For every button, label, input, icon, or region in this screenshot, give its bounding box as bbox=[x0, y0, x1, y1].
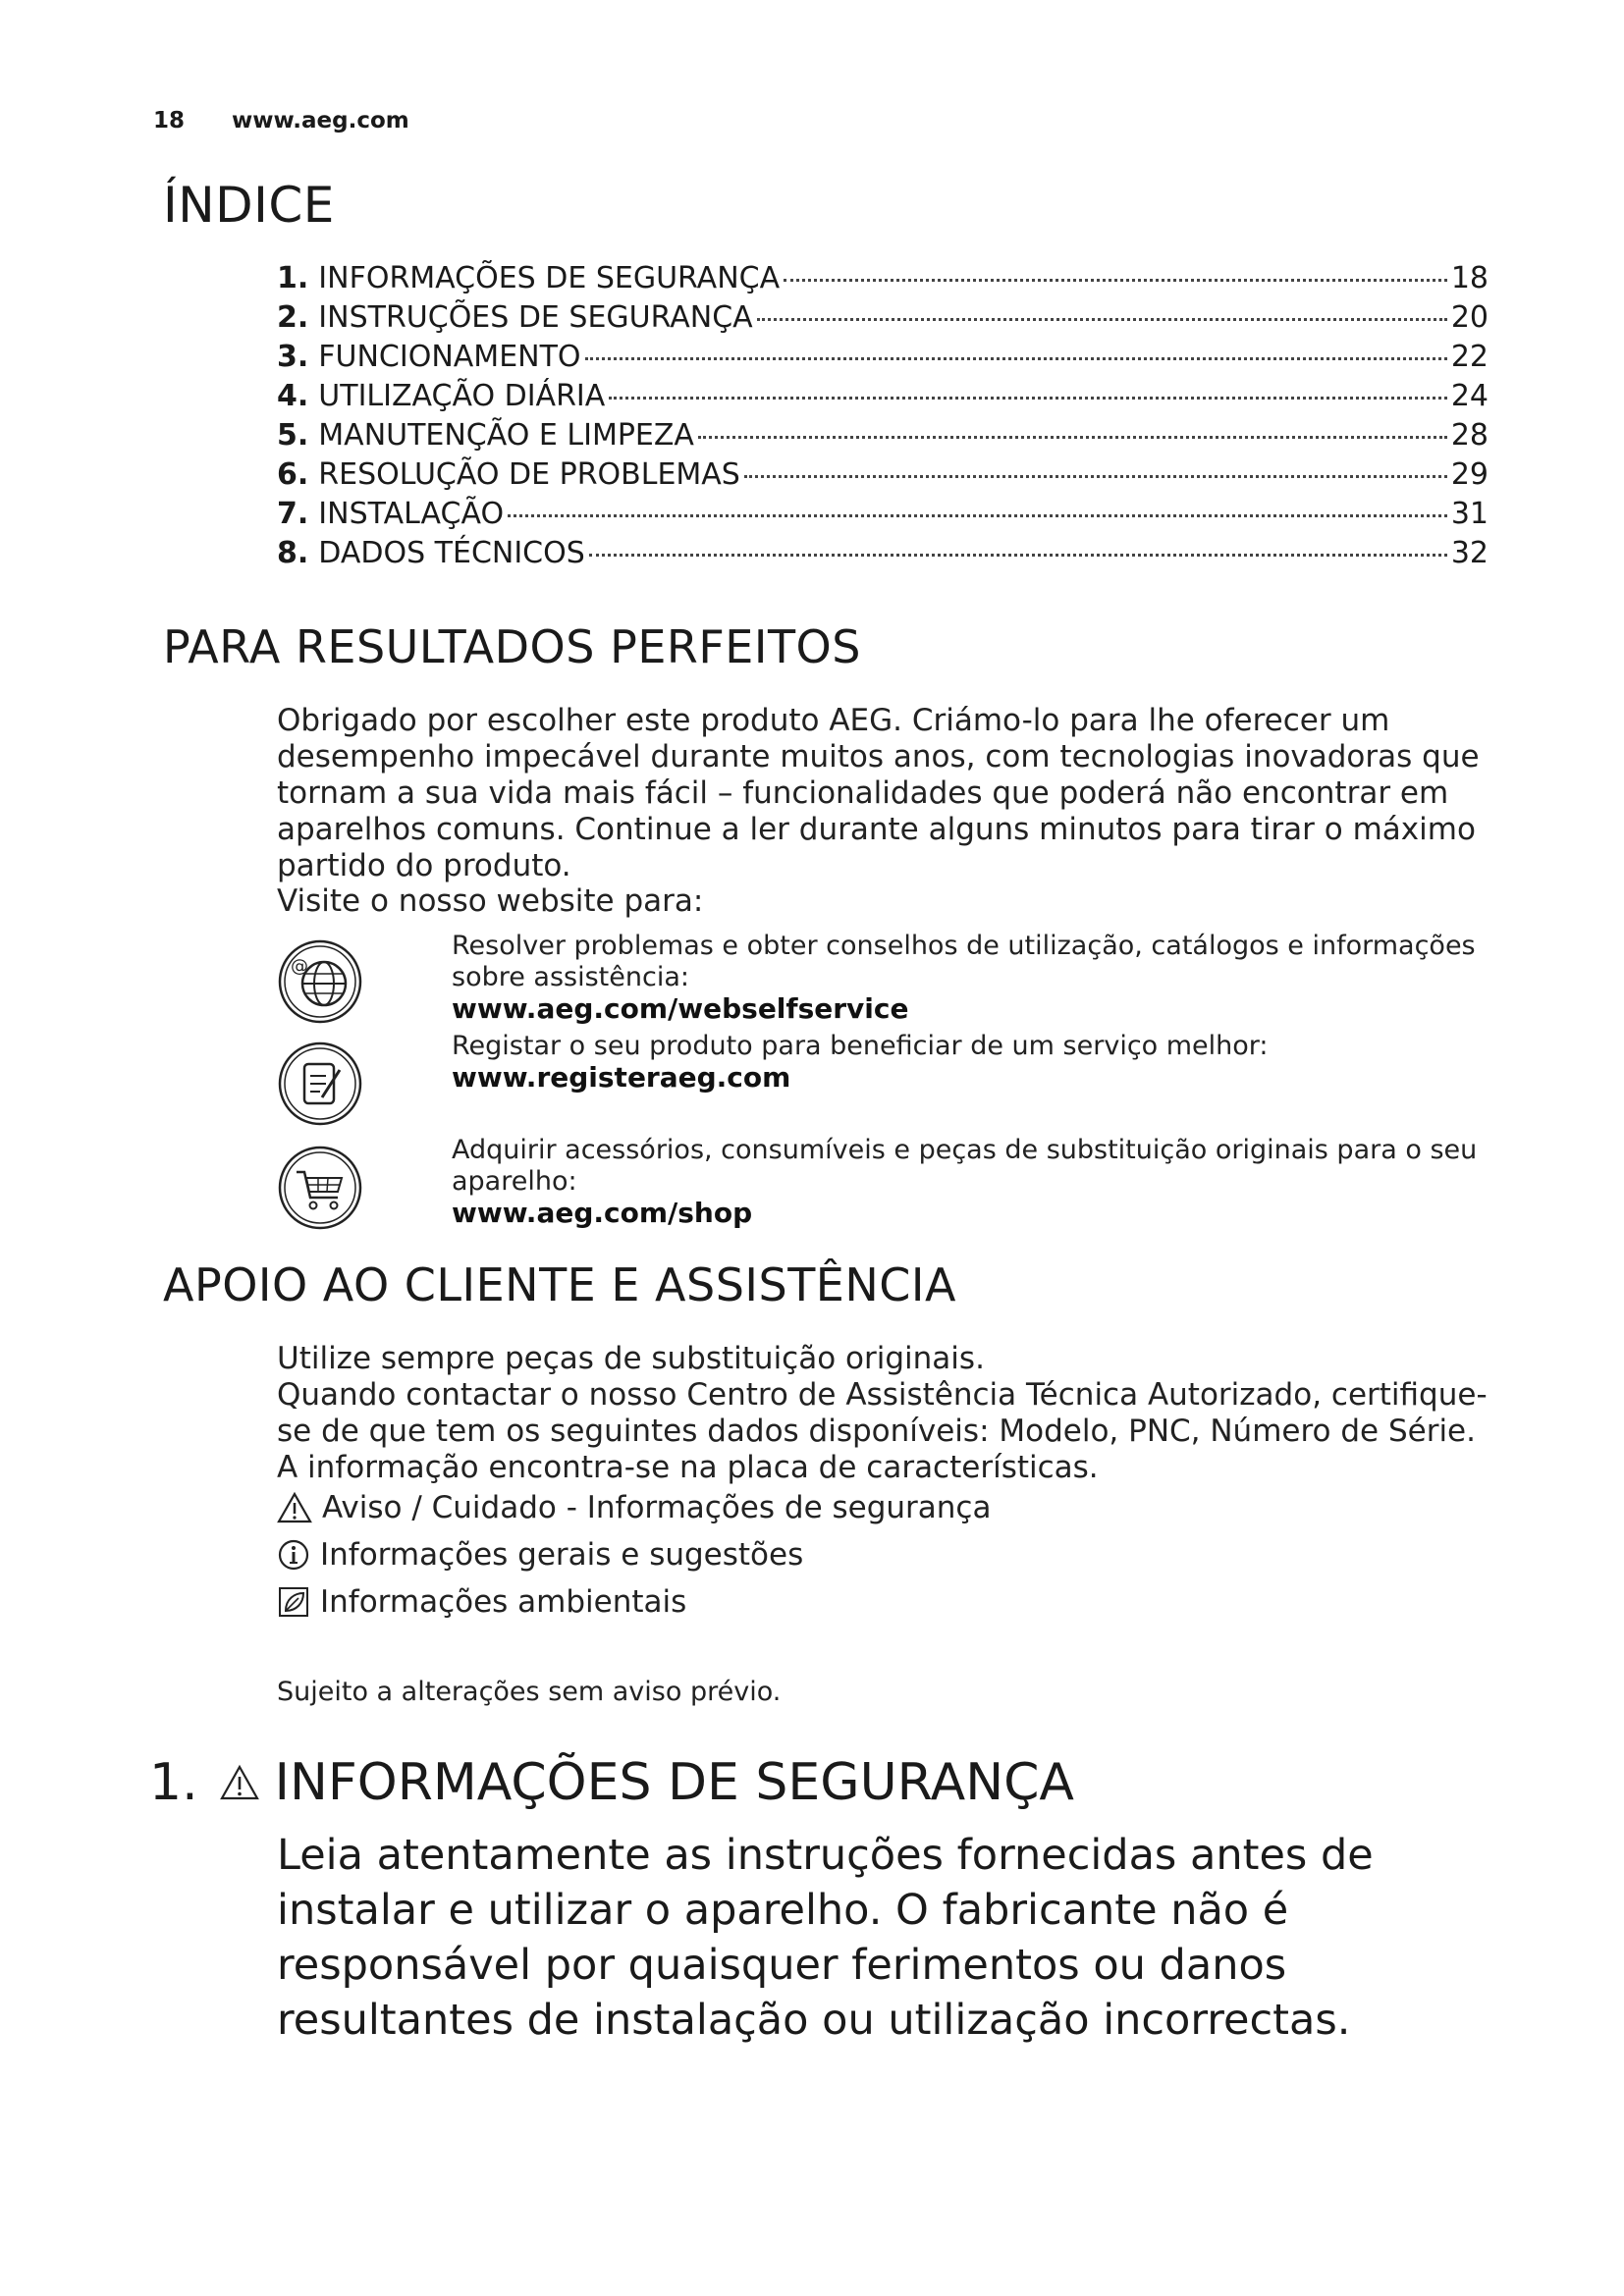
legend-info bbox=[277, 1537, 803, 1573]
toc-entry-page: 32 bbox=[1450, 536, 1489, 570]
toc-entry-title: RESOLUÇÃO DE PROBLEMAS bbox=[318, 457, 740, 492]
toc-entry-number: 5. bbox=[277, 418, 309, 453]
web-item-shop bbox=[277, 1135, 1494, 1243]
toc-entry-title: MANUTENÇÃO E LIMPEZA bbox=[318, 418, 694, 453]
intro-paragraph: Obrigado por escolher este produto AEG. Criámo-lo para lhe oferecer um desempenho impecável durante muitos anos, com tecnologias inovadoras que tornam a sua vida mais fácil – funcionalidades que poderá não encontrar em aparelhos comuns. Continue a ler durante alguns minutos para tirar o máximo partido do produto. bbox=[277, 703, 1480, 883]
support-line-2: Quando contactar o nosso Centro de Assistência Técnica Autorizado, certifique-se de que tem os seguintes dados disponíveis: Modelo, PNC, Número de Série. bbox=[277, 1377, 1488, 1449]
section-title: INFORMAÇÕES DE SEGURANÇA bbox=[274, 1753, 1075, 1812]
section-number: 1. bbox=[149, 1753, 198, 1812]
toc-leader bbox=[585, 357, 1447, 360]
web-item-text bbox=[452, 1135, 1502, 1229]
index-heading: ÍNDICE bbox=[163, 177, 335, 234]
web-item-description: Adquirir acessórios, consumíveis e peças de substituição originais para o seu aparelho: bbox=[452, 1135, 1478, 1197]
toc-entry-page: 29 bbox=[1450, 457, 1489, 492]
register-link[interactable]: www.registeraeg.com bbox=[452, 1061, 791, 1094]
shop-link[interactable]: www.aeg.com/shop bbox=[452, 1197, 753, 1229]
toc-entry-page: 22 bbox=[1450, 340, 1489, 374]
legend-info-text: Informações gerais e sugestões bbox=[320, 1537, 804, 1573]
toc-entry-title: UTILIZAÇÃO DIÁRIA bbox=[318, 379, 606, 413]
support-line-3: A informação encontra-se na placa de características. bbox=[277, 1450, 1099, 1485]
web-item-text bbox=[452, 931, 1502, 1025]
support-text bbox=[277, 1341, 1494, 1486]
webselfservice-link[interactable]: www.aeg.com/webselfservice bbox=[452, 992, 909, 1025]
web-item-description: Resolver problemas e obter conselhos de utilização, catálogos e informações sobre assistência: bbox=[452, 931, 1476, 992]
legend-warning-text: Aviso / Cuidado - Informações de segurança bbox=[322, 1490, 992, 1525]
toc-entry-title: INFORMAÇÕES DE SEGURANÇA bbox=[318, 261, 781, 295]
toc-entry[interactable] bbox=[277, 340, 1489, 379]
toc-entry-page: 28 bbox=[1450, 418, 1489, 453]
toc-entry[interactable] bbox=[277, 536, 1489, 575]
toc-entry-title: INSTRUÇÕES DE SEGURANÇA bbox=[318, 300, 753, 335]
legend-environment bbox=[277, 1584, 686, 1620]
globe-icon bbox=[277, 938, 363, 1025]
toc-entry[interactable] bbox=[277, 457, 1489, 497]
toc-leader bbox=[744, 475, 1447, 478]
web-item-description: Registar o seu produto para beneficiar de um serviço melhor: bbox=[452, 1031, 1269, 1061]
toc-entry-number: 8. bbox=[277, 536, 309, 570]
toc-leader bbox=[609, 397, 1447, 400]
legend-environment-text: Informações ambientais bbox=[320, 1584, 687, 1620]
web-item-register bbox=[277, 1031, 1494, 1139]
warning-icon bbox=[220, 1764, 259, 1801]
toc-entry-page: 18 bbox=[1450, 261, 1489, 295]
subject-to-change-note: Sujeito a alterações sem aviso prévio. bbox=[277, 1677, 782, 1707]
svg-text:@: @ bbox=[291, 956, 308, 977]
web-item-support bbox=[277, 931, 1494, 1039]
section-1-heading bbox=[149, 1753, 1074, 1812]
web-item-text bbox=[452, 1031, 1502, 1094]
toc-entry[interactable] bbox=[277, 418, 1489, 457]
perfect-results-heading: PARA RESULTADOS PERFEITOS bbox=[163, 620, 861, 673]
toc-entry-number: 4. bbox=[277, 379, 309, 413]
toc-leader bbox=[757, 318, 1447, 321]
page-number: 18 bbox=[153, 108, 186, 133]
toc-entry-page: 20 bbox=[1450, 300, 1489, 335]
toc-entry-number: 2. bbox=[277, 300, 309, 335]
toc-leader bbox=[508, 514, 1447, 517]
toc-entry-title: DADOS TÉCNICOS bbox=[318, 536, 585, 570]
visit-text: Visite o nosso website para: bbox=[277, 883, 704, 919]
toc-entry-number: 3. bbox=[277, 340, 309, 374]
register-icon bbox=[277, 1041, 363, 1127]
toc-entry[interactable] bbox=[277, 300, 1489, 340]
toc-entry[interactable] bbox=[277, 379, 1489, 418]
toc-leader bbox=[784, 279, 1447, 282]
toc-entry[interactable] bbox=[277, 497, 1489, 536]
toc-leader bbox=[589, 554, 1447, 557]
legend-warning bbox=[277, 1490, 991, 1525]
toc-entry-title: FUNCIONAMENTO bbox=[318, 340, 581, 374]
toc-entry-title: INSTALAÇÃO bbox=[318, 497, 505, 531]
cart-icon bbox=[277, 1145, 363, 1231]
table-of-contents bbox=[277, 261, 1489, 575]
leaf-icon bbox=[277, 1585, 310, 1619]
toc-entry[interactable] bbox=[277, 261, 1489, 300]
page-header bbox=[153, 108, 409, 133]
warning-icon bbox=[277, 1491, 312, 1524]
safety-warning-paragraph: Leia atentamente as instruções fornecidas antes de instalar e utilizar o aparelho. O fabricante não é responsável por quaisquer ferimentos ou danos resultantes de instalação ou utilização incorrectas. bbox=[277, 1831, 1374, 2045]
toc-entry-number: 7. bbox=[277, 497, 309, 531]
header-site: www.aeg.com bbox=[232, 108, 409, 133]
support-heading: APOIO AO CLIENTE E ASSISTÊNCIA bbox=[163, 1258, 956, 1311]
support-line-1: Utilize sempre peças de substituição originais. bbox=[277, 1341, 985, 1376]
toc-entry-number: 1. bbox=[277, 261, 309, 295]
toc-entry-number: 6. bbox=[277, 457, 309, 492]
toc-entry-page: 24 bbox=[1450, 379, 1489, 413]
toc-leader bbox=[698, 436, 1447, 439]
info-icon bbox=[277, 1538, 310, 1572]
toc-entry-page: 31 bbox=[1450, 497, 1489, 531]
